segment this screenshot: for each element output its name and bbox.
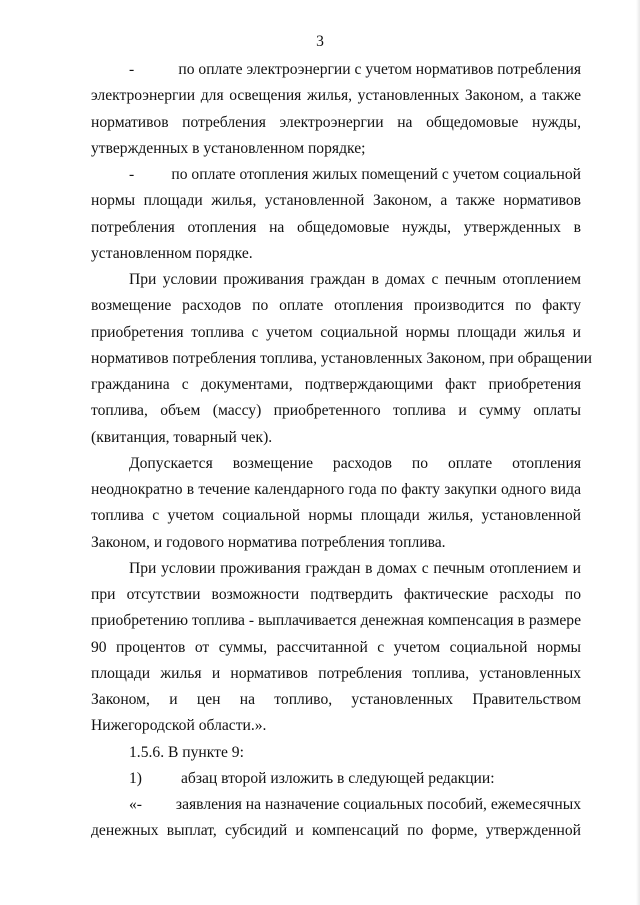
text-line: площади жилья и нормативов потребления топлива, установленных [91, 664, 581, 682]
quoted-bullet-paragraph [91, 792, 581, 845]
text-line: приобретению топлива - выплачивается денежная компенсация в размере [91, 612, 581, 630]
list-number-marker: 1) [129, 769, 142, 787]
text-line-content: абзац второй изложить в следующей редакции: [181, 769, 495, 787]
text-line: электроэнергии для освещения жилья, установленных Законом, а также [91, 87, 581, 105]
paragraph-clause-heading [91, 740, 581, 766]
bullet-marker: - [129, 166, 135, 183]
text-line: (квитанция, товарный чек). [91, 428, 273, 446]
text-line: топлива, объем (массу) приобретенного топлива и сумму оплаты [91, 402, 581, 420]
text-line: денежных выплат, субсидий и компенсаций по форме, утвержденной [91, 822, 581, 840]
text-line: неоднократно в течение календарного года по факту закупки одного вида [91, 481, 581, 498]
text-line: при отсутствии возможности подтвердить фактические расходы по [91, 586, 581, 603]
text-line: Нижегородской области.». [91, 717, 267, 735]
text-line: потребления отопления на общедомовые нужды, утвержденных в [91, 218, 581, 236]
text-line: установленном порядке. [91, 244, 253, 262]
text-line: Законом, и годового норматива потребления топлива. [91, 533, 446, 551]
paragraph-stove-heating [91, 267, 593, 451]
text-line: гражданина с документами, подтверждающими факт приобретения [91, 376, 581, 393]
text-line: топлива с учетом социальной нормы площади жилья, установленной [91, 507, 581, 525]
paragraph-compensation [91, 556, 581, 740]
text-line [91, 792, 581, 818]
text-line-content: по оплате электроэнергии с учетом нормативов потребления [178, 61, 581, 78]
text-line: нормативов потребления топлива, установленных Законом, при обращении [91, 349, 593, 367]
bullet-paragraph-electricity [91, 57, 581, 162]
text-line: 90 процентов от суммы, рассчитанной с учетом социальной нормы [91, 638, 581, 656]
text-line: возмещение расходов по оплате отопления производится по факту [91, 297, 581, 315]
page-number: 3 [316, 33, 324, 50]
text-line-content: заявления на назначение социальных пособий, ежемесячных [175, 796, 581, 813]
text-line: Допускается возмещение расходов по оплате отопления [129, 454, 581, 472]
text-line: 1.5.6. В пункте 9: [129, 743, 244, 761]
bullet-paragraph-heating [91, 162, 581, 267]
numbered-item-1 [91, 766, 581, 792]
quote-bullet-marker: «- [129, 796, 142, 813]
text-line: Законом, и цен на топливо, установленных Правительством [91, 691, 581, 708]
paragraph-repeated-reimbursement [91, 451, 581, 556]
text-line: приобретения топлива с учетом социальной нормы площади жилья и [91, 323, 581, 341]
text-line-content: по оплате отопления жилых помещений с учетом социальной [171, 166, 581, 183]
text-line [91, 57, 581, 83]
bullet-marker: - [129, 61, 135, 78]
text-line: утвержденных в установленном порядке; [91, 139, 366, 157]
text-line: нормативов потребления электроэнергии на общедомовые нужды, [91, 113, 581, 131]
text-line: При условии проживания граждан в домах с печным отоплением [129, 271, 581, 288]
text-line: нормы площади жилья, установленной Законом, а также нормативов [91, 192, 581, 210]
text-line [91, 766, 581, 792]
text-line [91, 162, 581, 188]
document-body [91, 57, 593, 845]
text-line: При условии проживания граждан в домах с печным отоплением и [129, 559, 581, 577]
scan-edge-shadow [636, 0, 640, 905]
